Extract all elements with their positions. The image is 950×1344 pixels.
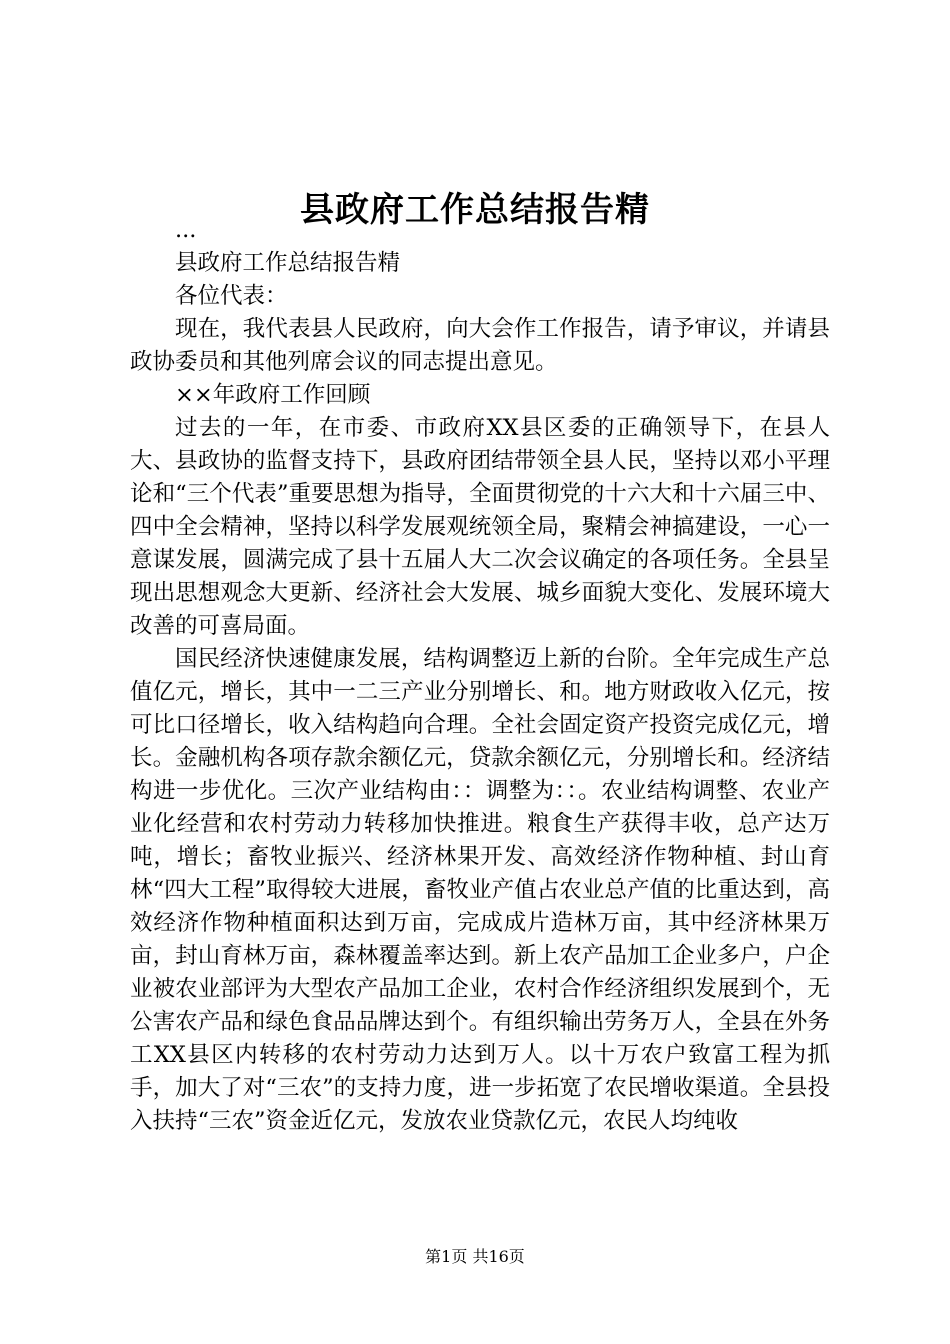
paragraph-intro: 现在，我代表县人民政府，向大会作工作报告，请予审议，并请县政协委员和其他列席会议的同志提出意见。 — [130, 316, 830, 375]
paragraph-economy: 国民经济快速健康发展，结构调整迈上新的台阶。全年完成生产总值亿元，增长，其中一二三产业分别增长、和。地方财政收入亿元，按可比口径增长，收入结构趋向合理。全社会固定资产投资完成亿元，增长。金融机构各项存款余额亿元，贷款余额亿元，分别增长和。经济结构进一步优化。三次产业结构由：：调整为：：。农业结构调整、农业产业化经营和农村劳动力转移加快推进。粮食生产获得丰收，总产达万吨，增长；畜牧业振兴、经济林果开发、高效经济作物种植、封山育林“四大工程”取得较大进展，畜牧业产值占农业总产值的比重达到，高效经济作物种植面积达到万亩，完成成片造林万亩，其中经济林果万亩，封山育林万亩，森林覆盖率达到。新上农产品加工企业多户，户企业被农业部评为大型农产品加工企业，农村合作经济组织发展到个，无公害农产品和绿色食品品牌达到个。有组织输出劳务万人，全县在外务工XX县区内转移的农村劳动力达到万人。以十万农户致富工程为抓手，加大了对“三农”的支持力度，进一步拓宽了农民增收渠道。全县投入扶持“三农”资金近亿元，发放农业贷款亿元，农民人均纯收 — [130, 646, 830, 1134]
page-footer: 第1页 共16页 — [425, 1247, 525, 1266]
ellipsis-line: ... — [175, 217, 197, 243]
document-title: 县政府工作总结报告精 — [300, 190, 650, 230]
salutation: 各位代表： — [175, 283, 288, 309]
paragraph-review: 过去的一年，在市委、市政府XX县区委的正确领导下，在县人大、县政协的监督支持下，县政府团结带领全县人民，坚持以邓小平理论和“三个代表”重要思想为指导，全面贯彻党的十六大和十六届三中、四中全会精神，坚持以科学发展观统领全局，聚精会神搞建设，一心一意谋发展，圆满完成了县十五届人大二次会议确定的各项任务。全县呈现出思想观念大更新、经济社会大发展、城乡面貌大变化、发展环境大改善的可喜局面。 — [130, 415, 830, 639]
document-body — [130, 214, 830, 1138]
section-heading: ××年政府工作回顾 — [175, 382, 371, 408]
subtitle-line: 县政府工作总结报告精 — [175, 250, 401, 276]
